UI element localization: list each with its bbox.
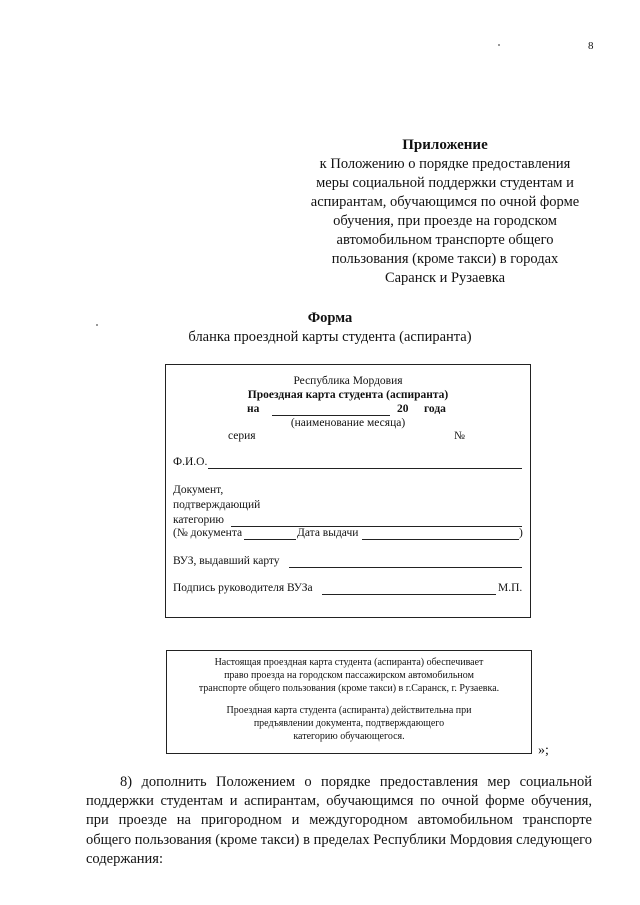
university-label: ВУЗ, выдавший карту: [173, 555, 280, 567]
year-word: года: [424, 403, 446, 415]
doc-label: категорию: [173, 514, 225, 526]
university-blank: [289, 567, 522, 568]
paragraph-text: 8) дополнить Положением о порядке предоставления мер социальной поддержки студентам и аспирантам, обучающимся по очной форме обучения, при проезде на пригородном и междугородном автомобильном транспорте общего пользования (кроме такси) в пределах Республики Мордовия следующего содержания:: [86, 774, 592, 867]
closing-mark: »;: [538, 743, 549, 758]
stamp-label: М.П.: [498, 582, 523, 594]
form-subtitle: бланка проездной карты студента (аспиранта): [188, 329, 472, 345]
republic-label: Республика Мордовия: [293, 375, 403, 387]
page-number: 8: [588, 40, 594, 52]
appendix-line: аспирантам, обучающимся по очной форме: [310, 194, 580, 210]
pass-card-front: [165, 364, 531, 618]
body-paragraph: [86, 773, 592, 869]
appendix-block: [290, 136, 600, 288]
scan-speck: [498, 44, 500, 46]
card-back-line: категорию обучающегося.: [293, 731, 405, 742]
series-label: серия: [228, 430, 256, 442]
card-title: Проездная карта студента (аспиранта): [247, 389, 449, 401]
card-back-line: Настоящая проездная карта студента (аспиранта) обеспечивает: [214, 657, 484, 668]
issue-date-label: Дата выдачи: [297, 527, 359, 539]
year-label: 20: [397, 403, 409, 415]
scan-speck: [96, 324, 98, 326]
appendix-title: Приложение: [402, 137, 488, 153]
fio-label: Ф.И.О.: [173, 456, 208, 468]
close-paren: ): [519, 527, 523, 539]
signature-label: Подпись руководителя ВУЗа: [173, 582, 313, 594]
fio-blank: [208, 468, 522, 469]
appendix-line: меры социальной поддержки студентам и: [316, 175, 574, 191]
doc-number-blank: [244, 539, 296, 540]
appendix-line: Саранск и Рузаевка: [384, 270, 506, 286]
pass-card-back: [166, 650, 532, 754]
on-label: на: [247, 403, 260, 415]
appendix-line: автомобильном транспорте общего: [336, 232, 554, 248]
month-hint: (наименование месяца): [290, 417, 406, 429]
month-blank: [272, 415, 390, 416]
card-back-line: Проездная карта студента (аспиранта) действительна при: [226, 705, 472, 716]
appendix-line: пользования (кроме такси) в городах: [331, 251, 559, 267]
form-heading: [140, 309, 520, 347]
card-back-line: транспорте общего пользования (кроме такси) в г.Саранск, г. Рузаевка.: [198, 683, 500, 694]
form-title: Форма: [307, 310, 353, 326]
card-back-line: предъявлении документа, подтверждающего: [253, 718, 445, 729]
doc-label: Документ,: [173, 484, 224, 496]
appendix-line: обучения, при проезде на городском: [333, 213, 557, 229]
doc-number-label: (№ документа: [173, 527, 243, 539]
number-label: №: [454, 430, 465, 442]
doc-label: подтверждающий: [173, 499, 261, 511]
card-back-line: право проезда на городском пассажирском автомобильном: [224, 670, 474, 681]
signature-blank: [322, 594, 496, 595]
category-blank: [231, 526, 522, 527]
appendix-line: к Положению о порядке предоставления: [319, 156, 571, 172]
issue-date-blank: [362, 539, 519, 540]
